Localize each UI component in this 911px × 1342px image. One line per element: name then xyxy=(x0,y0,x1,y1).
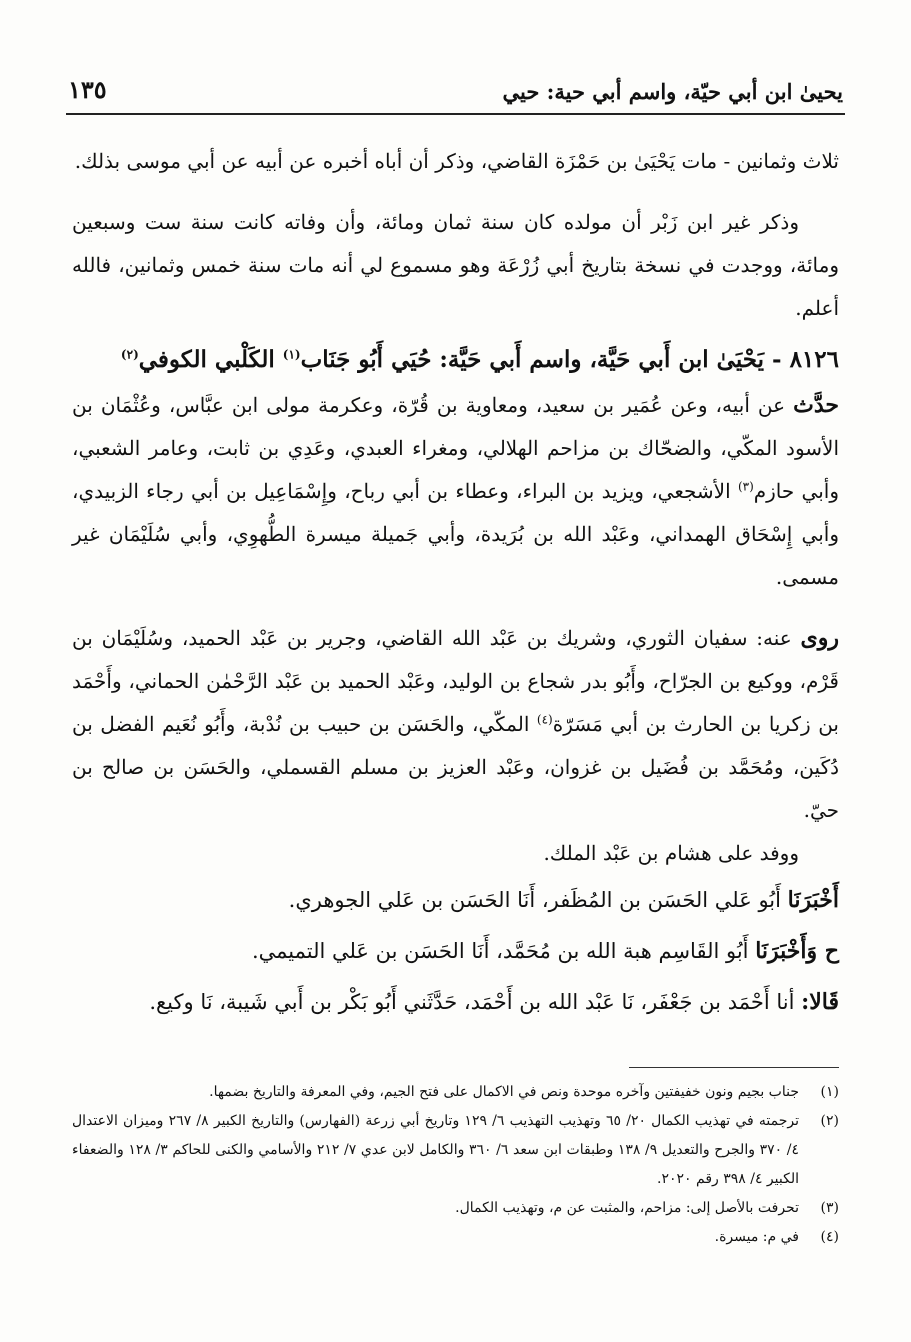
footnote-text: في م: ميسرة. xyxy=(714,1229,799,1245)
entry-title-nisba: الكَلْبي الكوفي xyxy=(138,346,283,373)
isnad-line-2 xyxy=(72,926,839,977)
akhbarana-label: أَخْبَرَنَا xyxy=(787,887,839,913)
running-title: يحيىٰ ابن أبي حيّة، واسم أبي حية: حيي xyxy=(502,79,843,104)
narrated-from-text-a: عن أبيه، وعن عُمَير بن سعيد، ومعاوية بن قُرّة، وعكرمة مولى ابن عبَّاس، وعُثْمَان بن الأسود المكّي، والضحّاك بن مزاحم الهلالي، ومغراء العبدي، وعَدِي بن ثابت، وعامر الشعبي، وأبي حازم xyxy=(72,393,840,503)
narrated-from-text-b: الأشجعي، ويزيد بن البراء، وعطاء بن أبي رباح، وإِسْمَاعِيل بن أبي رجاء الزبيدي، وأبي إِسْحَاق الهمداني، وعَبْد الله بن بُرَيدة، وأبي جَميلة ميسرة الطُّهوِي، وأبي سُلَيْمَان غير مسمى. xyxy=(72,479,839,589)
narrators-text-b: المكّي، والحَسَن بن حبيب بن نُدْبة، وأَبُو نُعَيم الفضل بن دُكَين، ومُحَمَّد بن فُضَيل بن غزوان، وعَبْد العزيز بن مسلم القسملي، والحَسَن بن صالح بن حيّ. xyxy=(72,712,839,822)
isnad-line-1-text: أَبُو عَلي الحَسَن بن المُظَفر، أَنَا الحَسَن بن عَلي الجوهري. xyxy=(288,888,788,912)
isnad-line-3-text: أنا أَحْمَد بن جَعْفَر، نَا عَبْد الله بن أَحْمَد، حَدَّثَني أَبُو بَكْر بن أَبي شَيبة، نَا وكيع. xyxy=(149,990,802,1014)
footnotes xyxy=(72,1078,839,1252)
footnote-2 xyxy=(72,1107,839,1194)
footnote-1 xyxy=(72,1078,839,1107)
paragraph-2: وذكر غير ابن زَبْر أن مولده كان سنة ثمان ومائة، وأن وفاته كانت سنة ست وسبعين ومائة، ووجدت في نسخة بتاريخ أبي زُرْعَة وهو مسموع لي أنه مات سنة خمس وثمانين، فالله أعلم. xyxy=(72,210,839,320)
footnote-text: جناب بجيم ونون خفيفتين وآخره موحدة ونص في الاكمال على فتح الجيم، وفي المعرفة والتاريخ بضمها. xyxy=(209,1084,799,1100)
isnad-line-1 xyxy=(72,875,839,926)
footnote-ref-4: (٤) xyxy=(536,712,553,727)
header-rule xyxy=(66,113,845,115)
qala-label: قَالا: xyxy=(801,989,839,1015)
paragraph-1: ثلاث وثمانين - مات يَحْيَىٰ بن حَمْزَة القاضي، وذكر أن أباه أخبره عن أبيه عن أبي موسى بذلك. xyxy=(74,149,839,173)
footnote-rule xyxy=(629,1067,839,1068)
footnote-4 xyxy=(72,1223,839,1252)
footnote-ref-1: (١) xyxy=(282,347,301,362)
footnote-text: ترجمته في تهذيب الكمال ٢٠/ ٦٥ وتهذيب التهذيب ٦/ ١٢٩ وتاريخ أبي زرعة (الفهارس) والتاريخ الكبير ٨/ ٢٦٧ وميزان الاعتدال ٤/ ٣٧٠ والجرح والتعديل ٩/ ١٣٨ وطبقات ابن سعد ٦/ ٣٦٠ والكامل لابن عدي ٧/ ٢١٢ والأسامي والكنى للحاكم ٣/ ١٢٨ والضعفاء الكبير ٤/ ٣٩٨ رقم ٢٠٢٠. xyxy=(72,1113,800,1187)
footnote-ref-2: (٢) xyxy=(120,347,139,362)
isnad-line-3 xyxy=(72,977,839,1028)
narrated-from-paragraph xyxy=(72,384,839,599)
entry-title xyxy=(72,336,839,384)
footnote-ref-3: (٣) xyxy=(737,479,754,494)
footnote-3 xyxy=(72,1194,839,1223)
footnote-number: (٢) xyxy=(820,1113,839,1129)
entry-title-text: ٨١٢٦ - يَحْيَىٰ ابن أَبي حَيَّة، واسم أَبي حَيَّة: حُيَي أَبُو جَنَاب xyxy=(300,346,839,373)
footnote-number: (١) xyxy=(820,1084,839,1100)
page-number: ١٣٥ xyxy=(68,75,107,104)
main-text xyxy=(72,140,839,1028)
isnad-line-2-text: أَبُو القَاسِم هبة الله بن مُحَمَّد، أَنَا الحَسَن بن عَلي التميمي. xyxy=(251,939,756,963)
narrators-paragraph xyxy=(72,617,839,832)
paragraph-wafada: ووفد على هشام بن عَبْد الملك. xyxy=(543,841,799,865)
footnote-number: (٣) xyxy=(820,1200,839,1216)
wa-akhbarana-label: ح وَأَخْبَرَنَا xyxy=(755,938,839,964)
haddatha-label: حدَّث xyxy=(793,392,839,418)
footnote-text: تحرفت بالأصل إلى: مزاحم، والمثبت عن م، وتهذيب الكمال. xyxy=(455,1200,799,1216)
rawa-label: روى xyxy=(800,625,839,651)
running-header xyxy=(68,60,843,104)
narrators-text-a: عنه: سفيان الثوري، وشريك بن عَبْد الله القاضي، وجرير بن عَبْد الحميد، وسُلَيْمَان بن قَرْم، ووكيع بن الجرّاح، وأَبُو بدر شجاع بن الوليد، وعَبْد الحميد بن عَبْد الرَّحْمٰن الحماني، وأَحْمَد بن زكريا بن الحارث بن أبي مَسَرّة xyxy=(72,626,839,736)
footnote-number: (٤) xyxy=(820,1229,839,1245)
